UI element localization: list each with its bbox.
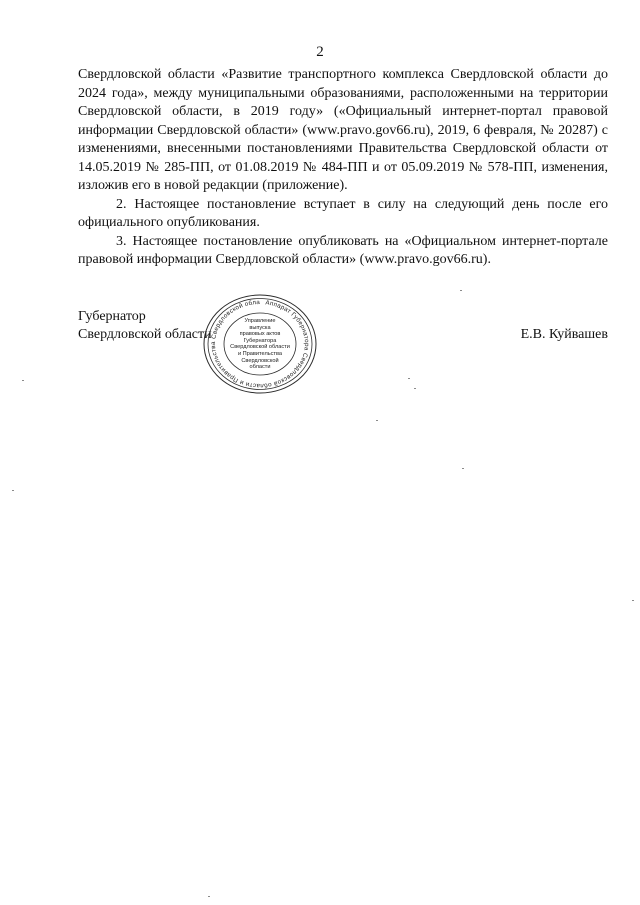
- stamp-ring-text: Аппарат Губернатора Свердловской области и Правительства Свердловской обла: [209, 298, 310, 390]
- stamp-line: Свердловской: [241, 357, 279, 364]
- signature-block: [78, 308, 608, 344]
- official-stamp: [200, 292, 320, 396]
- scan-speck: [632, 600, 634, 601]
- stamp-line: выпуска: [249, 324, 271, 331]
- scan-speck: [414, 388, 416, 389]
- paragraph-2: 2. Настоящее постановление вступает в силу на следующий день после его официального опубликования.: [78, 196, 608, 230]
- paragraph-1: Свердловской области «Развитие транспортного комплекса Свердловской области до 2024 года», между муниципальными образованиями, расположенными на территории Свердловской области, в 2019 году» («Официальный интернет-портал правовой информации Свердловской области» (www.pravo.gov66.ru), 2019, 6 февраля, № 20287) с изменениями, внесенными постановлениями Правительства Свердловской области от 14.05.2019 № 285-ПП, от 01.08.2019 № 484-ПП и от 05.09.2019 № 578-ПП, изменения, изложив его в новой редакции (приложение).: [78, 67, 608, 193]
- stamp-line: Свердловской области: [230, 344, 290, 351]
- stamp-line: и Правительства: [238, 350, 282, 357]
- document-body: [78, 66, 608, 270]
- scan-speck: [22, 380, 24, 381]
- scan-speck: [460, 290, 462, 291]
- scan-speck: [376, 420, 378, 421]
- paragraph-3: 3. Настоящее постановление опубликовать на «Официальном интернет-портале правовой информации Свердловской области» (www.pravo.gov66.ru).: [78, 233, 608, 267]
- scan-speck: [12, 490, 14, 491]
- scan-speck: [462, 468, 464, 469]
- page-number: 2: [316, 44, 324, 60]
- signer-title-line-1: Губернатор: [78, 309, 146, 324]
- stamp-line: области: [249, 364, 271, 371]
- signer-title-line-2: Свердловской области: [78, 327, 212, 342]
- scan-speck: [208, 896, 210, 897]
- stamp-center-text: [230, 318, 290, 371]
- stamp-line: Управление: [244, 318, 276, 324]
- scan-speck: [408, 378, 410, 379]
- signer-name: Е.В. Куйвашев: [520, 327, 608, 342]
- stamp-line: правовых актов: [239, 331, 281, 338]
- stamp-line: Губернатора: [243, 337, 277, 344]
